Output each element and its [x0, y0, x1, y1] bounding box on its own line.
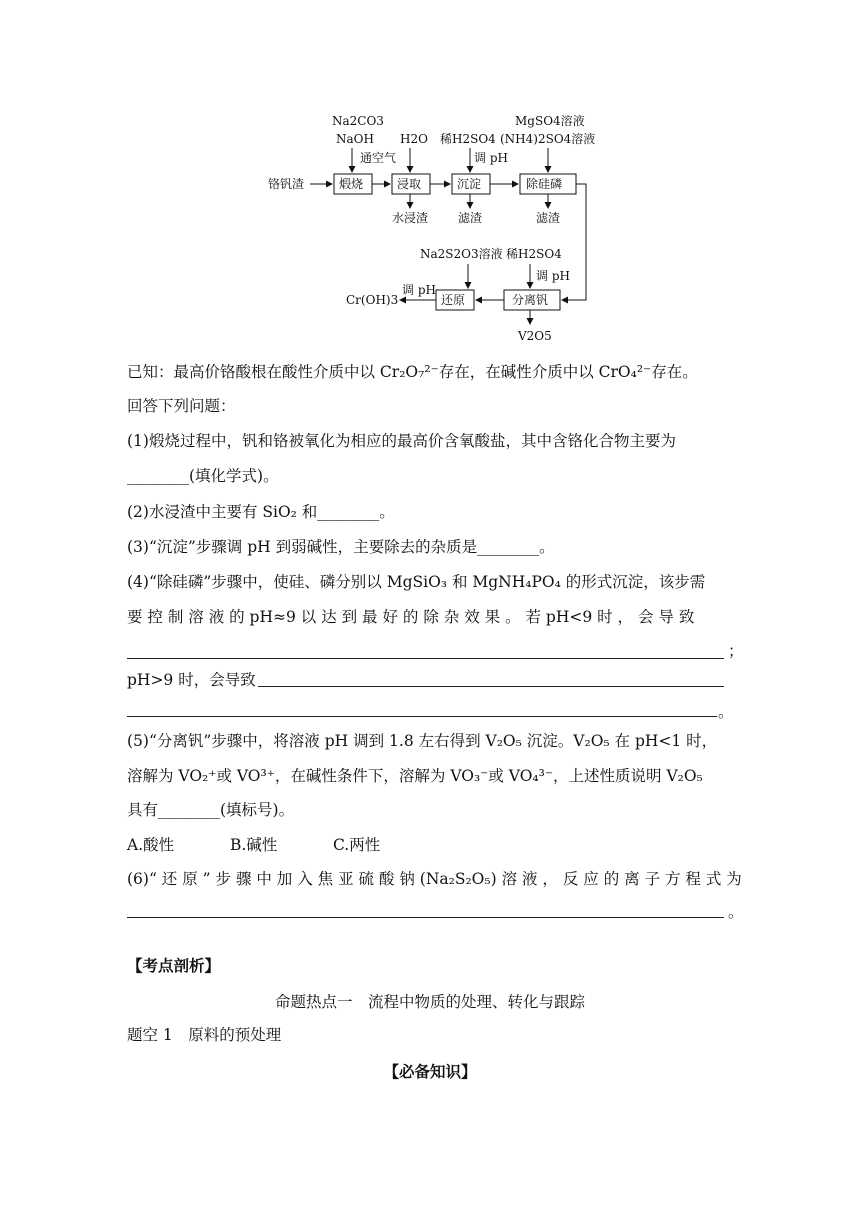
v2o5-label: V2O5 — [518, 329, 552, 343]
mgso4-label: MgSO4溶液 — [515, 114, 585, 128]
option-a: A.酸性 — [127, 836, 175, 854]
answer-blank — [127, 716, 717, 717]
question-3: (3)“沉淀”步骤调 pH 到弱碱性，主要除去的杂质是________。 — [127, 538, 555, 556]
answer-blank — [127, 917, 724, 918]
na2s2o3-label: Na2S2O3溶液 — [420, 247, 503, 261]
dilute-acid-label: 稀H2SO4 — [440, 132, 496, 146]
adjust-ph-label: 调 pH — [536, 269, 570, 283]
question-5-continued: 溶解为 VO₂⁺或 VO³⁺，在碱性条件下，溶解为 VO₃⁻或 VO₄³⁻，上述性质说明 V₂O₅ — [127, 767, 703, 785]
dilute-acid-label: 稀H2SO4 — [506, 247, 562, 261]
knowledge-heading: 【必备知识】 — [383, 1062, 477, 1081]
question-5: (5)“分离钒”步骤中，将溶液 pH 调到 1.8 左右得到 V₂O₅ 沉淀。V₂O₅ 在 pH<1 时， — [127, 732, 718, 750]
raw-material-label: 铬钒渣 — [268, 177, 305, 191]
feed-na2co3-label: Na2CO3 — [332, 114, 384, 128]
period: 。 — [728, 903, 744, 921]
question-1: (1)煅烧过程中，钒和铬被氧化为相应的最高价含氧酸盐，其中含铬化合物主要为 — [127, 432, 676, 450]
reduce-label: 还原 — [441, 293, 466, 307]
semicolon: ； — [728, 642, 744, 660]
adjust-ph-label: 调 pH — [474, 151, 508, 165]
question-1-blank: ________(填化学式)。 — [127, 467, 279, 485]
question-4-continued: 要 控 制 溶 液 的 pH≈9 以 达 到 最 好 的 除 杂 效 果 。 若 pH<9 时 ， 会 导 致 — [127, 608, 695, 626]
answer-blank — [258, 686, 724, 687]
water-label: H2O — [400, 132, 428, 146]
answer-intro: 回答下列问题： — [127, 397, 236, 415]
topic-heading: 题空 1 原料的预处理 — [127, 1026, 282, 1044]
question-2: (2)水浸渣中主要有 SiO₂ 和________。 — [127, 503, 395, 521]
period: 。 — [718, 703, 734, 721]
hot-topic-heading: 命题热点一 流程中物质的处理、转化与跟踪 — [274, 993, 585, 1011]
nh4so4-label: (NH4)2SO4溶液 — [500, 132, 596, 146]
question-6: (6)“ 还 原 ” 步 骤 中 加 入 焦 亚 硫 酸 钠 (Na₂S₂O₅) 溶 液 ， 反 应 的 离 子 方 程 式 为 — [127, 870, 742, 888]
desilica-label: 除硅磷 — [526, 177, 563, 191]
answer-blank — [127, 658, 724, 659]
known-statement: 已知：最高价铬酸根在酸性介质中以 Cr₂O₇²⁻存在，在碱性介质中以 CrO₄²⁻存在。 — [127, 363, 698, 381]
option-b: B.碱性 — [230, 836, 278, 854]
question-4-ph-high: pH>9 时，会导致 — [127, 671, 256, 689]
roast-label: 煅烧 — [339, 177, 364, 191]
filter-residue-label: 滤渣 — [536, 211, 561, 225]
question-4: (4)“除硅磷”步骤中，使硅、磷分别以 MgSiO₃ 和 MgNH₄PO₄ 的形式沉淀，该步需 — [127, 573, 706, 591]
leach-label: 浸取 — [397, 177, 422, 191]
filter-residue-label: 滤渣 — [458, 211, 483, 225]
section-heading: 【考点剖析】 — [127, 956, 221, 975]
chromium-hydroxide-label: Cr(OH)3 — [346, 293, 399, 307]
option-c: C.两性 — [333, 836, 381, 854]
adjust-ph-label: 调 pH — [402, 283, 436, 297]
process-flow-diagram — [250, 110, 610, 350]
question-5-blank: 具有________(填标号)。 — [127, 801, 295, 819]
feed-naoh-label: NaOH — [336, 132, 374, 146]
precip-label: 沉淀 — [457, 177, 482, 191]
separate-vanadium-label: 分离钒 — [512, 293, 549, 307]
air-label: 通空气 — [360, 151, 397, 165]
water-residue-label: 水浸渣 — [392, 211, 429, 225]
